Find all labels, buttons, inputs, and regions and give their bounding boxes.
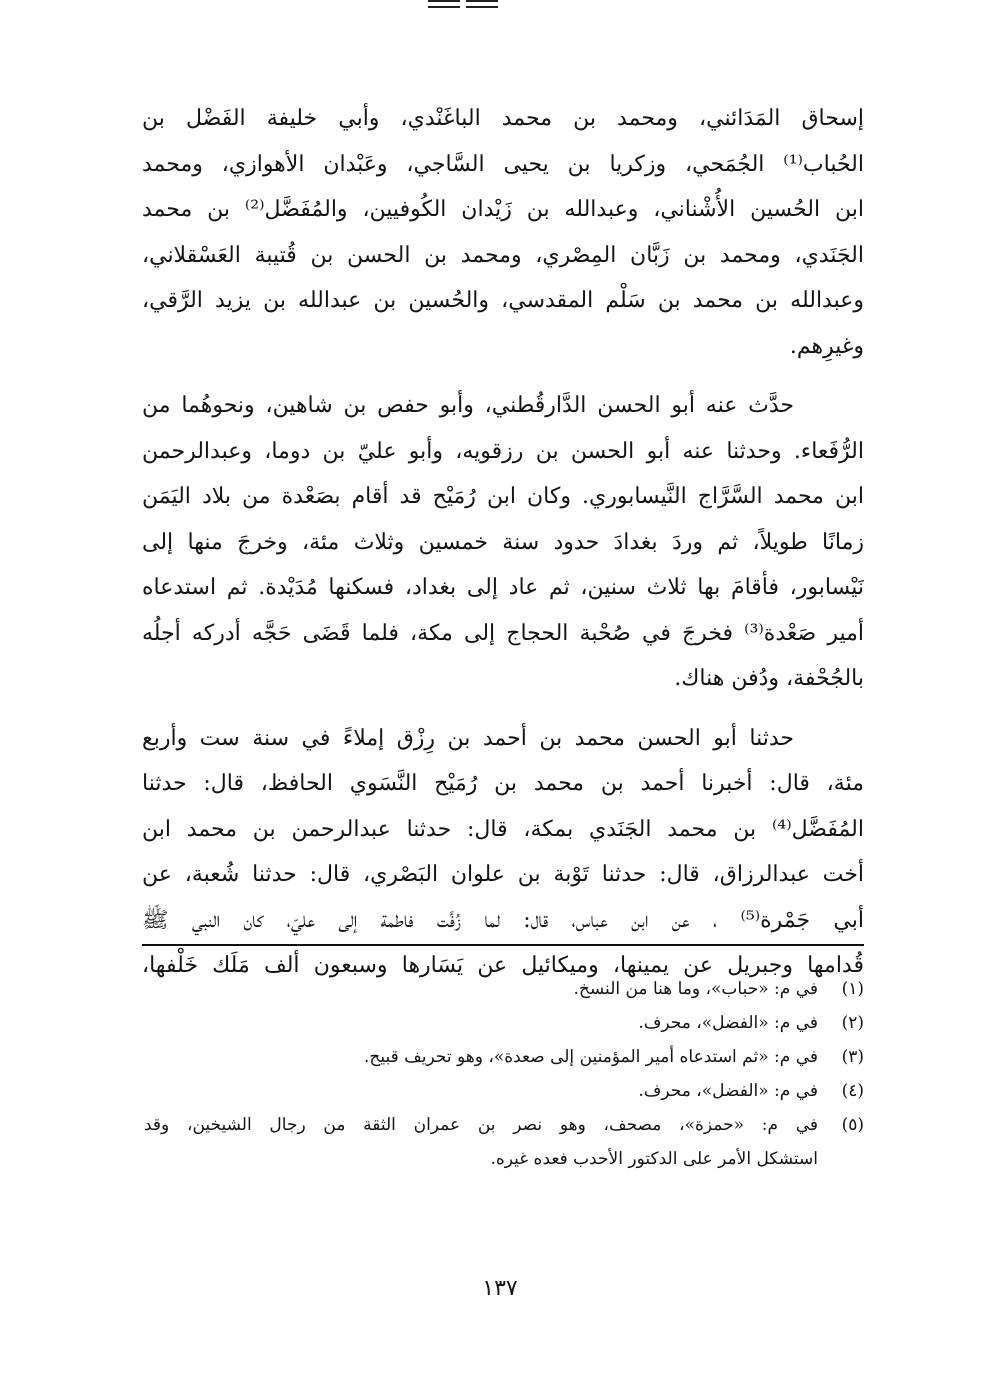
- text-line: نَيْسابور، فأقامَ بها ثلاث سنين، ثم عاد إلى بغداد، فسكنها مُدَيْدة. ثم استدعاه: [142, 575, 864, 600]
- footnote-number: (٥): [841, 1115, 864, 1135]
- text-line: المُفَضَّل⁽⁴⁾ بن محمد الجَنَدي بمكة، قال: حدثنا عبدالرحمن بن محمد ابن: [142, 816, 864, 842]
- footnote-number: (٣): [841, 1047, 864, 1067]
- footnote-text: [144, 1074, 818, 1108]
- text-line: ابن محمد السَّرَّاج النَّيسابوري. وكان ابن رُمَيْح قد أقام بصَعْدة من بلاد اليَمَن: [142, 484, 864, 509]
- text-line: بالجُحْفة، ودُفن هناك.: [674, 666, 864, 691]
- text-line: الجَنَدي، ومحمد بن زَبَّان المِصْري، ومحمد بن الحسن بن قُتيبة العَسْقلاني،: [142, 242, 864, 268]
- paragraph-1: [142, 96, 864, 369]
- text-line: قُدامها وجبريل عن يمينها، وميكائيل عن يَسَارها وسبعون ألف مَلَك خَلْفها،: [142, 953, 864, 978]
- footnote-line: في م: «حمزة»، مصحف، وهو نصر بن عمران الثقة من رجال الشيخين، وقد: [144, 1115, 818, 1135]
- footnote-line: في م: «ثم استدعاه أمير المؤمنين إلى صعدة»، وهو تحريف قبيح.: [363, 1047, 818, 1067]
- footnote-number: (١): [841, 979, 864, 999]
- paragraph-3: [142, 716, 864, 989]
- text-line: أخت عبدالرزاق، قال: حدثنا تَوْبة بن علوان البَصْري، قال: حدثنا شُعبة، عن: [142, 862, 864, 887]
- footnote-3: [144, 1040, 864, 1074]
- footnotes: [144, 972, 864, 1176]
- paragraph-2: [142, 383, 864, 702]
- footnote-line: في م: «الفضل»، محرف.: [638, 1013, 818, 1033]
- footnote-5: [144, 1108, 864, 1176]
- text-line: مئة، قال: أخبرنا أحمد بن محمد بن رُمَيْح النَّسَوي الحافظ، قال: حدثنا: [142, 771, 864, 796]
- text-line: حدَّث عنه أبو الحسن الدَّارقُطني، وأبو حفص بن شاهين، ونحوهُما من: [142, 393, 794, 418]
- text-line: زمانًا طويلاً، ثم وردَ بغدادَ حدود سنة خمسين وثلاث مئة، وخرجَ منها إلى: [142, 529, 864, 555]
- footnote-4: [144, 1074, 864, 1108]
- footnote-line: استشكل الأمر على الدكتور الأحدب فعده غيره.: [490, 1149, 818, 1169]
- text-line: الحُباب⁽¹⁾ الجُمَحي، وزكريا بن يحيى السَّاجي، وعَبْدان الأهوازي، ومحمد: [142, 151, 864, 177]
- footnote-text: [144, 972, 818, 1006]
- footnote-line: في م: «الفضل»، محرف.: [638, 1081, 818, 1101]
- footnote-separator-rule: [142, 944, 864, 946]
- text-line: أبي جَمْرة⁽⁵⁾ ، عن ابن عباس، قال: لما زُفَّت فاطمة إلى عليّ، كان النبي ﷺ: [142, 907, 864, 933]
- footnote-line: في م: «حباب»، وما هنا من النسخ.: [573, 979, 818, 999]
- page-number: ١٣٧: [482, 1276, 518, 1301]
- footnote-2: [144, 1006, 864, 1040]
- footnote-text: [144, 1108, 818, 1176]
- top-decorative-rule: [428, 0, 498, 8]
- text-line: إسحاق المَدَائني، ومحمد بن محمد الباغَنْدي، وأبي خليفة الفَضْل بن: [142, 106, 864, 131]
- footnote-number: (٢): [841, 1013, 864, 1033]
- footnote-1: [144, 972, 864, 1006]
- text-line: حدثنا أبو الحسن محمد بن أحمد بن رِزْق إملاءً في سنة ست وأربع: [142, 725, 794, 751]
- text-line: أمير صَعْدة⁽³⁾ فخرجَ في صُحْبة الحجاج إلى مكة، فلما قَضَى حَجَّه أدركه أجلُه: [142, 620, 864, 646]
- text-line: وغيرِهم.: [789, 333, 864, 359]
- text-line: الرُّفَعاء. وحدثنا عنه أبو الحسن بن رزقويه، وأبو عليّ بن دوما، وعبدالرحمن: [142, 438, 864, 464]
- footnote-text: [144, 1040, 818, 1074]
- footnote-text: [144, 1006, 818, 1040]
- text-line: وعبدالله بن محمد بن سَلْم المقدسي، والحُسين بن عبدالله بن يزيد الرَّقي،: [142, 288, 864, 313]
- footnote-number: (٤): [841, 1081, 864, 1101]
- text-line: ابن الحُسين الأُشْناني، وعبدالله بن زَيْدان الكُوفيين، والمُفَضَّل⁽²⁾ بن محمد: [142, 197, 864, 222]
- main-text-body: [142, 96, 864, 1003]
